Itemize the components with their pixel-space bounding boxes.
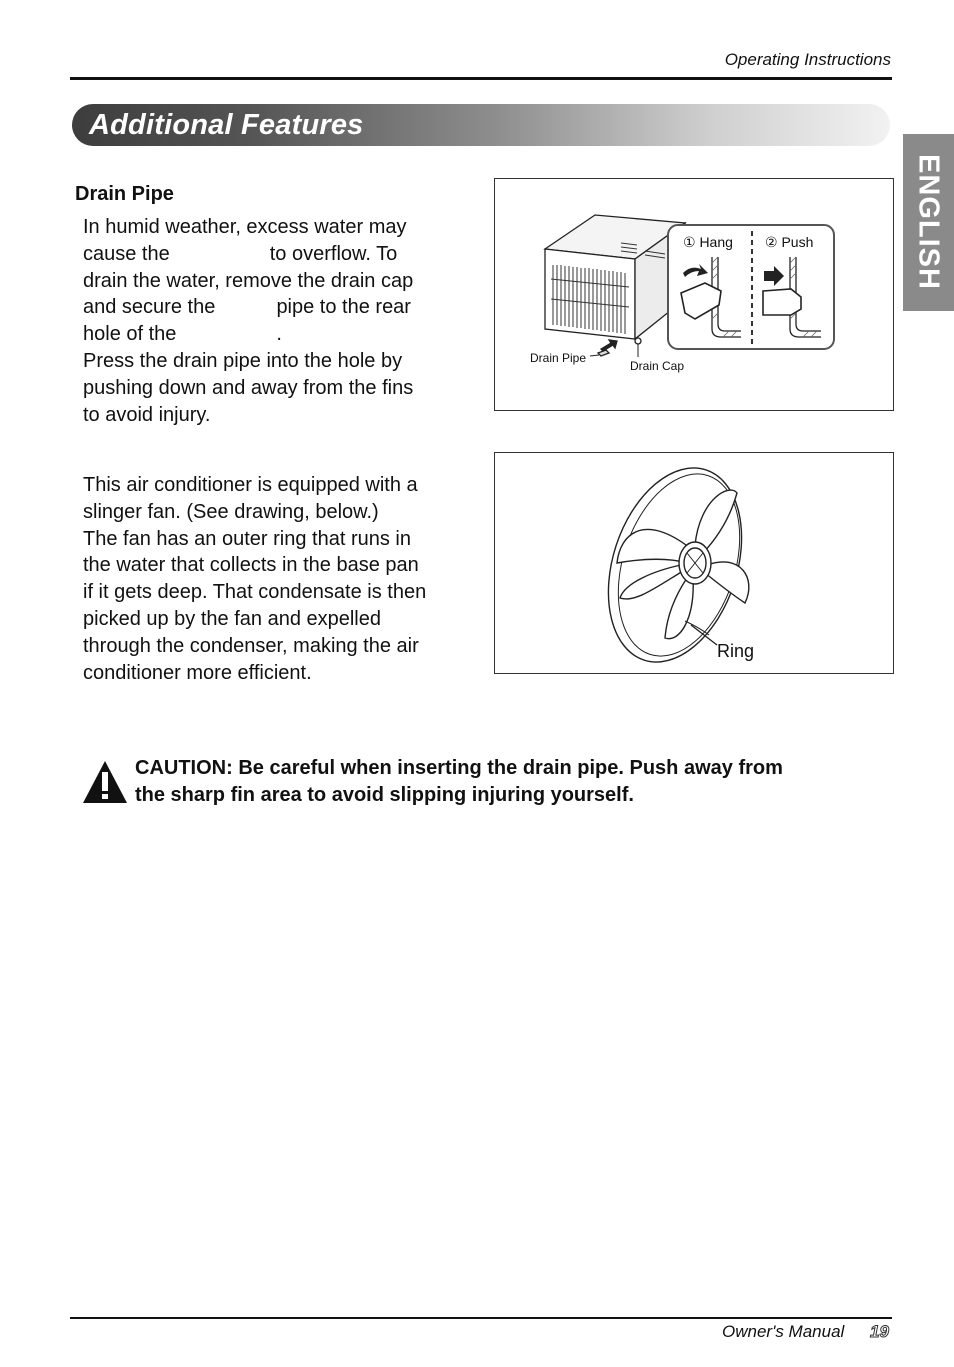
paragraph-line: if it gets deep. That condensate is then	[83, 581, 427, 604]
header-rule	[70, 77, 892, 80]
paragraph-line: to avoid injury.	[83, 403, 211, 426]
page-number: 19	[870, 1322, 889, 1341]
step-hang-label: ① Hang	[683, 234, 733, 250]
paragraph-line: pushing down and away from the fins	[83, 376, 414, 399]
footer-rule	[70, 1317, 892, 1319]
paragraph-line: cause the to overflow. To	[83, 242, 398, 265]
footer-manual-label: Owner's Manual	[722, 1322, 845, 1341]
paragraph-line: picked up by the fan and expelled	[83, 607, 381, 630]
paragraph-line: Press the drain pipe into the hole by	[83, 349, 403, 372]
paragraph-line: In humid weather, excess water may	[83, 216, 407, 238]
caution-line: the sharp fin area to avoid slipping injuring yourself.	[135, 784, 634, 806]
caution-line: CAUTION: Be careful when inserting the drain pipe. Push away from	[135, 757, 783, 779]
slinger-fan-paragraph	[83, 472, 475, 686]
header-section-label: Operating Instructions	[724, 50, 891, 69]
drain-pipe-title: Drain Pipe	[75, 183, 174, 205]
paragraph-line: The fan has an outer ring that runs in	[83, 527, 411, 550]
fan-illustration	[585, 453, 765, 673]
slinger-fan-figure	[494, 452, 894, 674]
paragraph-line: drain the water, remove the drain cap	[83, 269, 414, 292]
air-conditioner-illustration	[545, 215, 685, 357]
drain-pipe-paragraph	[83, 214, 475, 428]
banner-title: Additional Features	[89, 109, 364, 141]
drain-pipe-label: Drain Pipe	[530, 351, 587, 365]
step-push-label: ② Push	[765, 234, 814, 250]
paragraph-line: through the condenser, making the air	[83, 634, 419, 657]
detail-inset	[668, 225, 834, 349]
ring-label: Ring	[717, 641, 755, 661]
side-tab-label: ENGLISH	[912, 154, 945, 290]
language-side-tab	[903, 134, 954, 311]
drain-pipe-figure	[494, 178, 894, 411]
drain-cap-label: Drain Cap	[630, 359, 685, 373]
paragraph-line: and secure the pipe to the rear	[83, 296, 411, 319]
paragraph-line: the water that collects in the base pan	[83, 554, 419, 577]
section-banner	[72, 104, 890, 146]
paragraph-line: slinger fan. (See drawing, below.)	[83, 500, 379, 523]
caution-icon	[82, 760, 128, 804]
paragraph-line: hole of the .	[83, 323, 282, 346]
paragraph-line: conditioner more efficient.	[83, 661, 312, 684]
caution-text	[135, 755, 885, 809]
paragraph-line: This air conditioner is equipped with a	[83, 474, 418, 496]
